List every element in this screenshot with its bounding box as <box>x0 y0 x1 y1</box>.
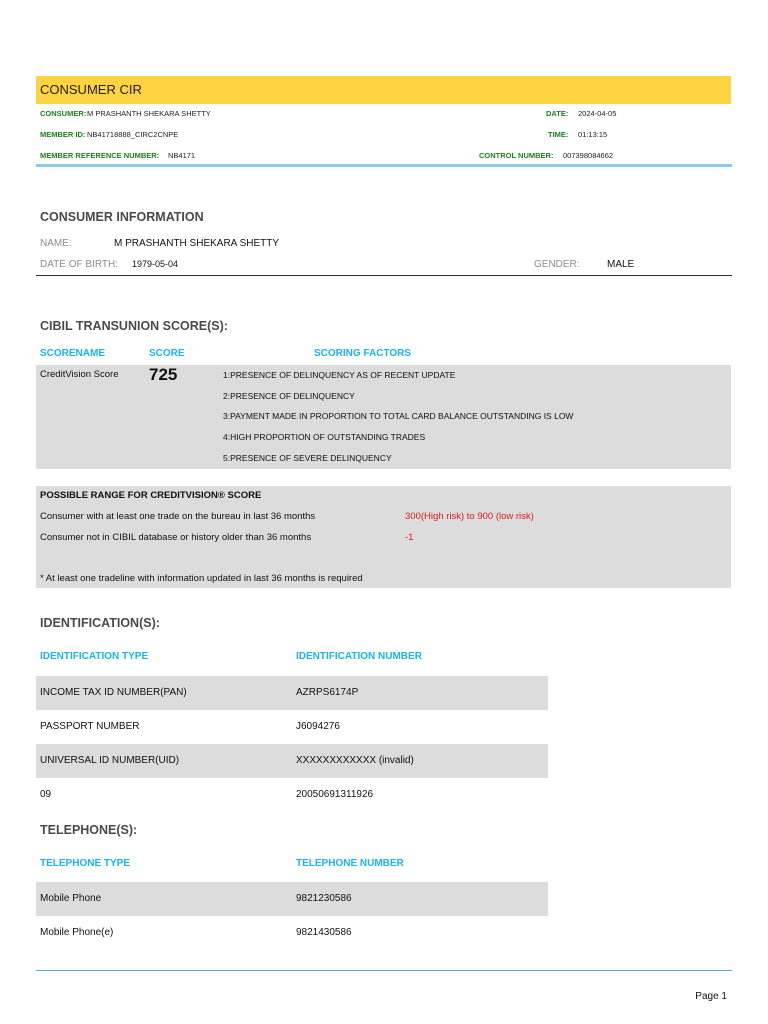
telephone-type: Mobile Phone <box>40 893 102 904</box>
identification-number: 20050691311926 <box>296 789 374 800</box>
gender-label: GENDER: <box>534 259 580 270</box>
identification-type-header: IDENTIFICATION TYPE <box>40 651 149 662</box>
scorename-header: SCORENAME <box>40 348 106 359</box>
identification-type: INCOME TAX ID NUMBER(PAN) <box>40 687 187 698</box>
time-label: TIME: <box>548 130 569 139</box>
telephone-number: 9821430586 <box>296 927 352 938</box>
scoring-factors-header: SCORING FACTORS <box>314 348 412 359</box>
telephone-type: Mobile Phone(e) <box>40 927 114 938</box>
control-number-label: CONTROL NUMBER: <box>479 151 554 160</box>
page-number: Page 1 <box>695 991 727 1002</box>
score-header: SCORE <box>149 348 185 359</box>
range-row2-value: -1 <box>405 532 414 543</box>
date-value: 2024-04-05 <box>578 109 617 118</box>
member-ref-value: NB4171 <box>168 151 196 160</box>
range-row2-label: Consumer not in CIBIL database or history older than 36 months <box>40 532 312 543</box>
scoring-factor: 5:PRESENCE OF SEVERE DELINQUENCY <box>223 453 392 463</box>
gender-value: MALE <box>607 259 635 270</box>
scoring-factor: 3:PAYMENT MADE IN PROPORTION TO TOTAL CARD BALANCE OUTSTANDING IS LOW <box>223 411 574 421</box>
member-ref-label: MEMBER REFERENCE NUMBER: <box>40 151 160 160</box>
identifications-title: IDENTIFICATION(S): <box>40 616 160 630</box>
telephones-title: TELEPHONE(S): <box>40 823 138 837</box>
score-value: 725 <box>149 365 178 384</box>
time-value: 01:13:15 <box>578 130 608 139</box>
consumer-label: CONSUMER: <box>40 109 87 118</box>
identification-number-header: IDENTIFICATION NUMBER <box>296 651 422 662</box>
table-row <box>36 744 548 778</box>
report-title-banner <box>36 76 731 104</box>
range-row1-label: Consumer with at least one trade on the bureau in last 36 months <box>40 511 316 522</box>
consumer-value: M PRASHANTH SHEKARA SHETTY <box>87 109 211 118</box>
range-note: * At least one tradeline with information updated in last 36 months is required <box>40 573 363 584</box>
table-row <box>36 778 548 812</box>
telephone-number: 9821230586 <box>296 893 352 904</box>
scoring-factor: 2:PRESENCE OF DELINQUENCY <box>223 391 355 401</box>
name-value: M PRASHANTH SHEKARA SHETTY <box>114 238 280 249</box>
header-divider <box>36 164 732 167</box>
consumer-info-title: CONSUMER INFORMATION <box>40 210 204 224</box>
member-id-value: NB41718888_CIRC2CNPE <box>87 130 179 139</box>
consumer-info-divider <box>36 275 732 276</box>
dob-label: DATE OF BIRTH: <box>40 259 118 270</box>
identification-number: XXXXXXXXXXXX (invalid) <box>296 755 414 766</box>
report-title: CONSUMER CIR <box>40 82 142 97</box>
identification-number: J6094276 <box>296 721 340 732</box>
control-number-value: 007398084662 <box>563 151 614 160</box>
footer-divider <box>36 970 732 971</box>
identification-type: UNIVERSAL ID NUMBER(UID) <box>40 755 180 766</box>
table-row <box>36 676 548 710</box>
scoring-factor: 1:PRESENCE OF DELINQUENCY AS OF RECENT UPDATE <box>223 370 456 380</box>
score-range-title: POSSIBLE RANGE FOR CREDITVISION® SCORE <box>40 490 262 501</box>
date-label: DATE: <box>546 109 569 118</box>
table-row <box>36 710 548 744</box>
identification-number: AZRPS6174P <box>296 687 359 698</box>
range-row1-value: 300(High risk) to 900 (low risk) <box>405 511 534 522</box>
table-row <box>36 882 548 916</box>
identification-type: 09 <box>40 789 52 800</box>
scores-title: CIBIL TRANSUNION SCORE(S): <box>40 319 228 333</box>
scoring-factor: 4:HIGH PROPORTION OF OUTSTANDING TRADES <box>223 432 426 442</box>
table-row <box>36 916 548 950</box>
dob-value: 1979-05-04 <box>132 259 179 269</box>
score-name: CreditVision Score <box>40 369 119 380</box>
telephone-type-header: TELEPHONE TYPE <box>40 858 131 869</box>
telephone-number-header: TELEPHONE NUMBER <box>296 858 404 869</box>
member-id-label: MEMBER ID: <box>40 130 86 139</box>
name-label: NAME: <box>40 238 72 249</box>
identification-type: PASSPORT NUMBER <box>40 721 140 732</box>
